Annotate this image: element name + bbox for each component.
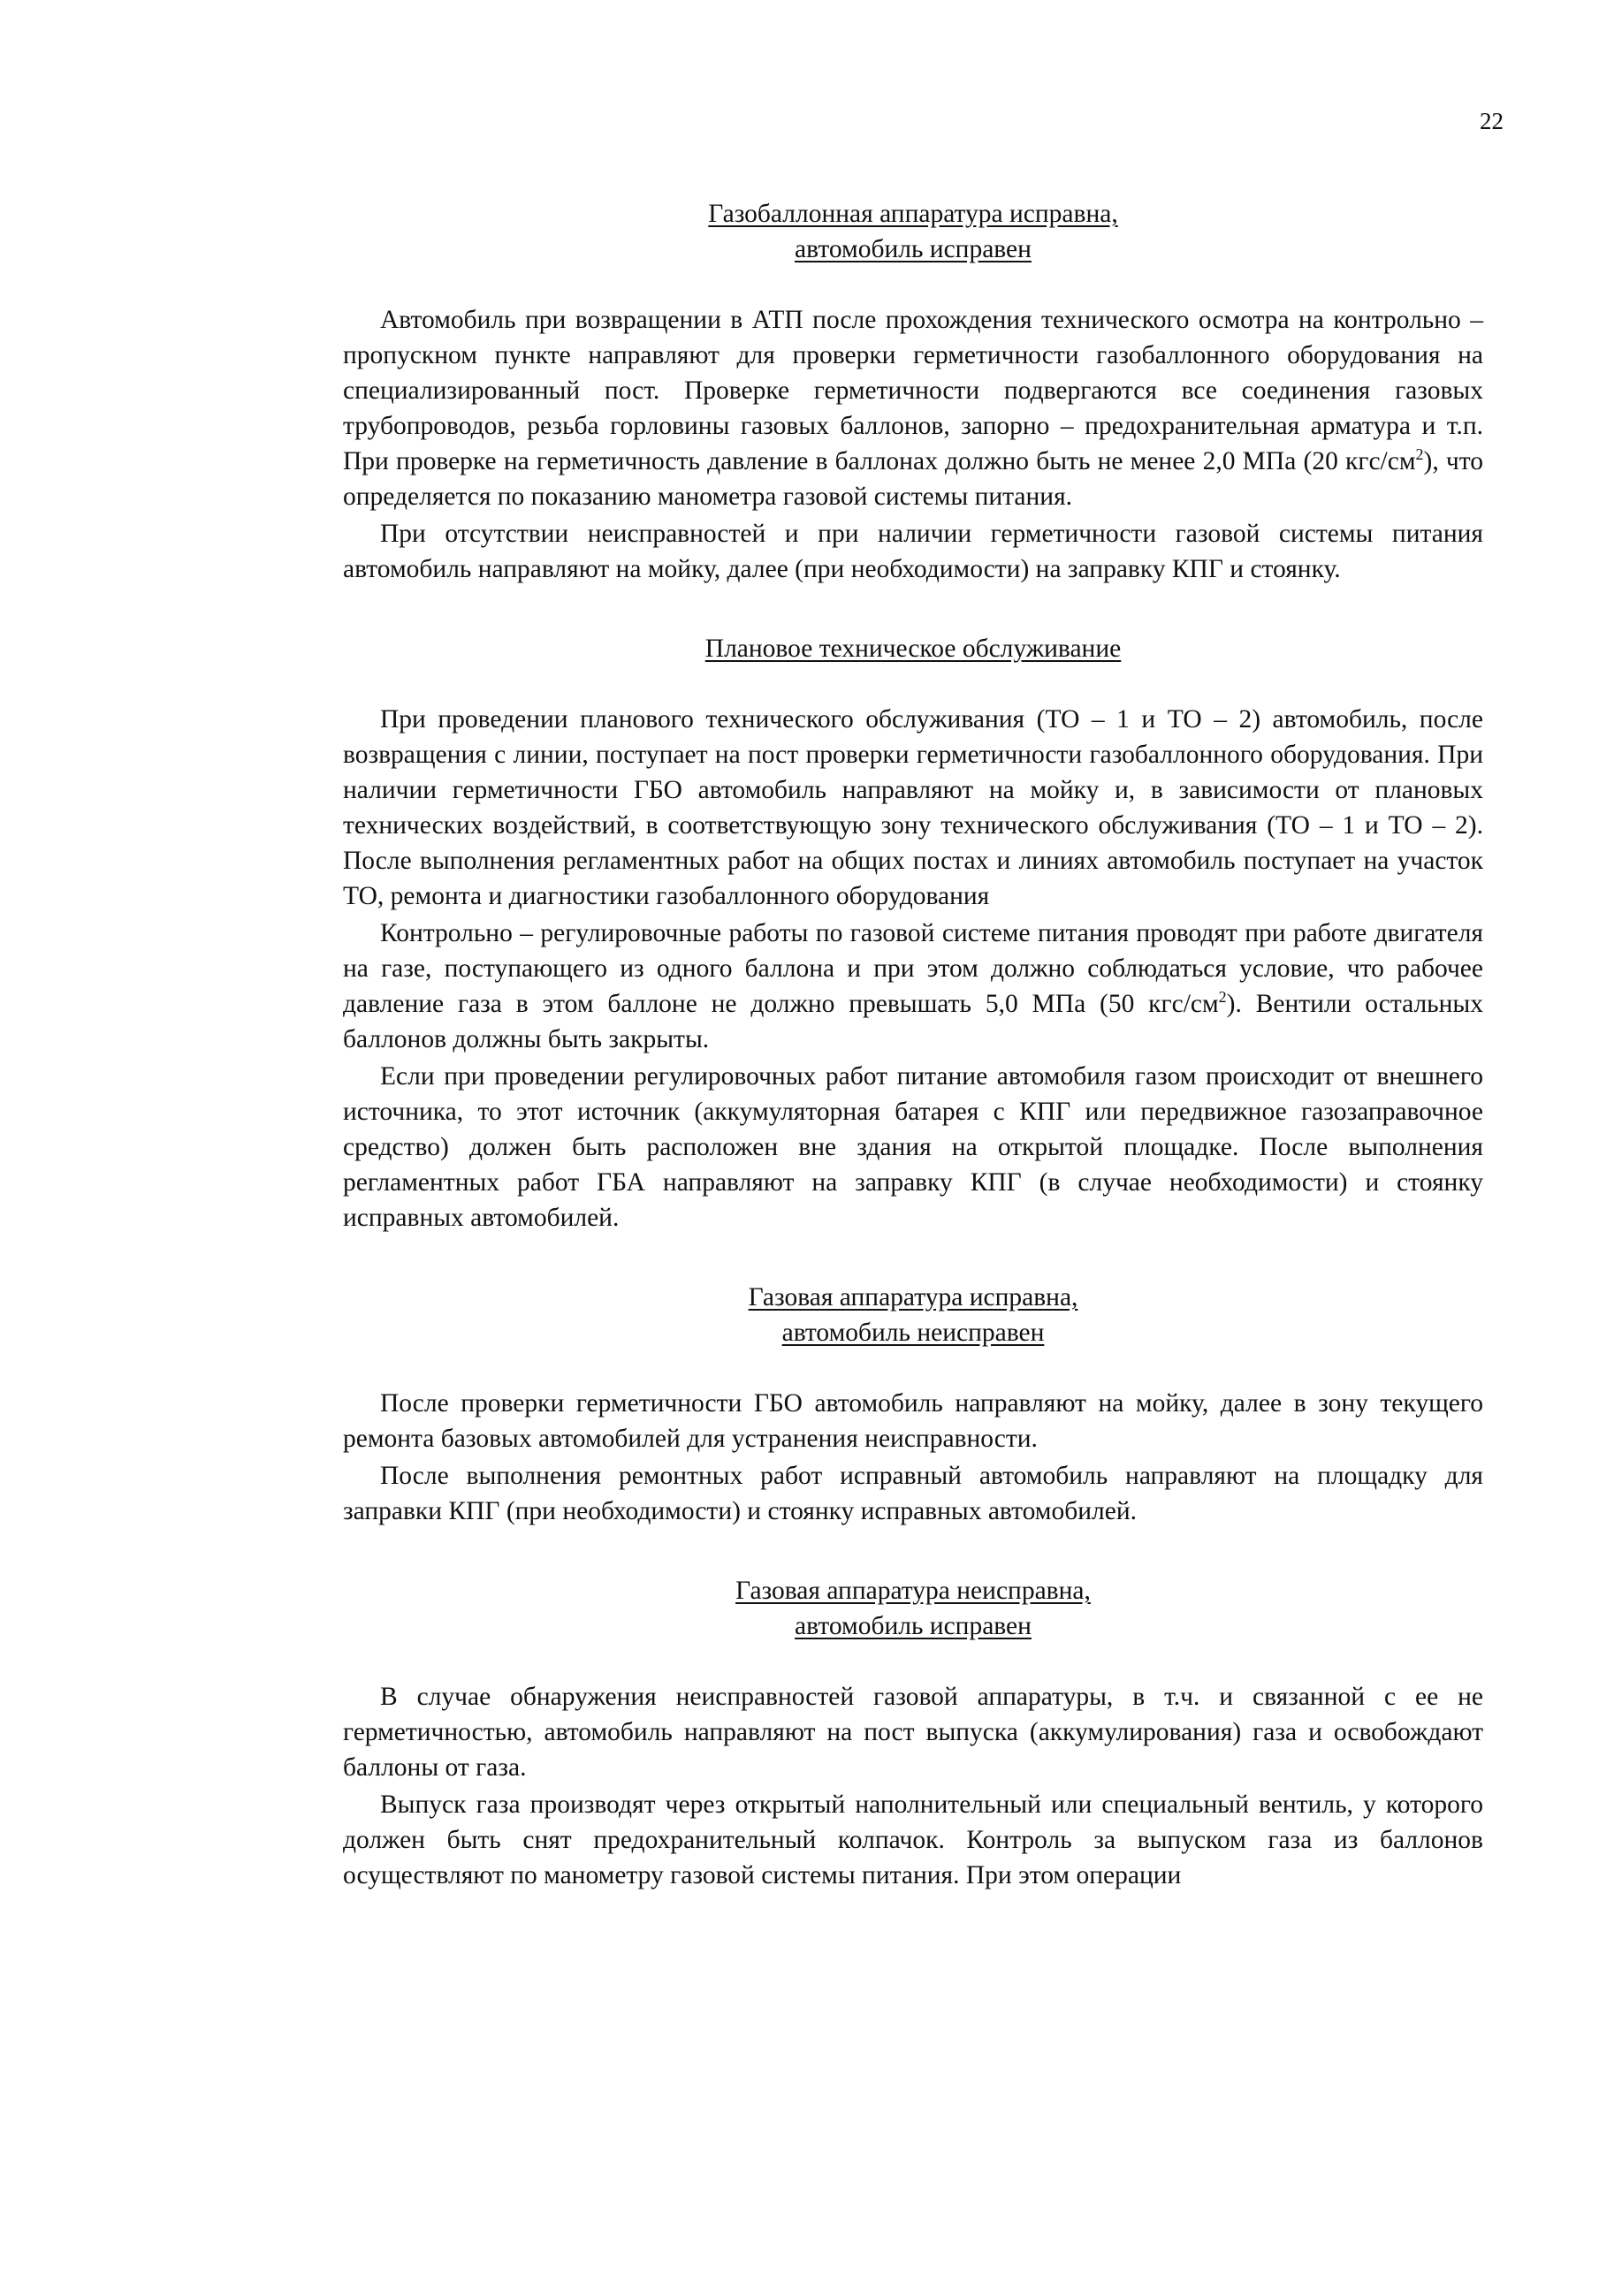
page-number: 22 <box>1480 108 1504 134</box>
paragraph <box>343 1787 1483 1893</box>
document-body <box>343 196 1483 1895</box>
section-heading-line: автомобиль исправен <box>795 1612 1032 1640</box>
paragraph <box>343 1679 1483 1785</box>
section-heading <box>343 1573 1483 1644</box>
section-heading-line: Газовая аппаратура исправна, <box>748 1283 1078 1311</box>
section-heading <box>343 196 1483 267</box>
paragraph-text: После проверки герметичности ГБО автомобиль направляют на мойку, далее в зону текущего ремонта базовых автомобилей для устранения неисправности. <box>343 1389 1483 1453</box>
paragraph-text: При проведении планового технического обслуживания (ТО – 1 и ТО – 2) автомобиль, после возвращения с линии, поступает на пост проверки герметичности газобаллонного оборудования. При наличии герметичности ГБО автомобиль направляют на мойку и, в зависимости от плановых технических воздействий, в соответствующую зону технического обслуживания (ТО – 1 и ТО – 2). После выполнения регламентных работ на общих постах и линиях автомобиль поступает на участок ТО, ремонта и диагностики газобаллонного оборудования <box>343 705 1483 910</box>
section-heading-line: Газобаллонная аппаратура исправна, <box>708 200 1118 228</box>
paragraph-text: ), что определяется по показанию манометра газовой системы питания. <box>343 447 1484 511</box>
superscript: 2 <box>1415 445 1424 464</box>
paragraph-text: ). Вентили остальных баллонов должны быть закрыты. <box>343 990 1483 1053</box>
paragraph <box>343 702 1483 914</box>
paragraph <box>343 1458 1483 1529</box>
section-heading-line: автомобиль неисправен <box>781 1319 1045 1347</box>
paragraph-text: Выпуск газа производят через открытый наполнительный или специальный вентиль, у которого должен быть снят предохранительный колпачок. Контроль за выпуском газа из баллонов осуществляют по манометру газовой системы питания. При этом операции <box>343 1790 1483 1889</box>
section-heading <box>343 1280 1483 1350</box>
paragraph <box>343 516 1483 587</box>
paragraph-text: В случае обнаружения неисправностей газовой аппаратуры, в т.ч. и связанной с ее не герметичностью, автомобиль направляют на пост выпуска (аккумулирования) газа и освобождают баллоны от газа. <box>343 1683 1483 1782</box>
paragraph <box>343 302 1483 514</box>
paragraph-text: Автомобиль при возвращении в АТП после прохождения технического осмотра на контрольно – пропускном пункте направляют для проверки герметичности газобаллонного оборудования на специализированный пост. Проверке герметичности подвергаются все соединения газовых трубопроводов, резьба горловины газовых баллонов, запорно – предохранительная арматура и т.п. При проверке на герметичность давление в баллонах должно быть не менее 2,0 МПа (20 кгс/см <box>343 306 1483 475</box>
paragraph-text: Контрольно – регулировочные работы по газовой системе питания проводят при работе двигателя на газе, поступающего из одного баллона и при этом должно соблюдаться условие, что рабочее давление газа в этом баллоне не должно превышать 5,0 МПа (50 кгс/см <box>343 919 1483 1018</box>
paragraph <box>343 1386 1483 1456</box>
section-heading-line: автомобиль исправен <box>795 235 1032 263</box>
section-heading <box>343 631 1483 666</box>
paragraph-text: При отсутствии неисправностей и при наличии герметичности газовой системы питания автомобиль направляют на мойку, далее (при необходимости) на заправку КПГ и стоянку. <box>343 520 1483 583</box>
paragraph-text: Если при проведении регулировочных работ питание автомобиля газом происходит от внешнего источника, то этот источник (аккумуляторная батарея с КПГ или передвижное газозаправочное средство) должен быть расположен вне здания на открытой площадке. После выполнения регламентных работ ГБА направляют на заправку КПГ (в случае необходимости) и стоянку исправных автомобилей. <box>343 1062 1483 1232</box>
section-heading-line: Газовая аппаратура неисправна, <box>735 1577 1091 1605</box>
paragraph <box>343 916 1483 1057</box>
paragraph <box>343 1059 1483 1235</box>
section-heading-line: Плановое техническое обслуживание <box>704 635 1122 663</box>
paragraph-text: После выполнения ремонтных работ исправный автомобиль направляют на площадку для заправки КПГ (при необходимости) и стоянку исправных автомобилей. <box>343 1462 1483 1525</box>
superscript: 2 <box>1218 988 1227 1007</box>
